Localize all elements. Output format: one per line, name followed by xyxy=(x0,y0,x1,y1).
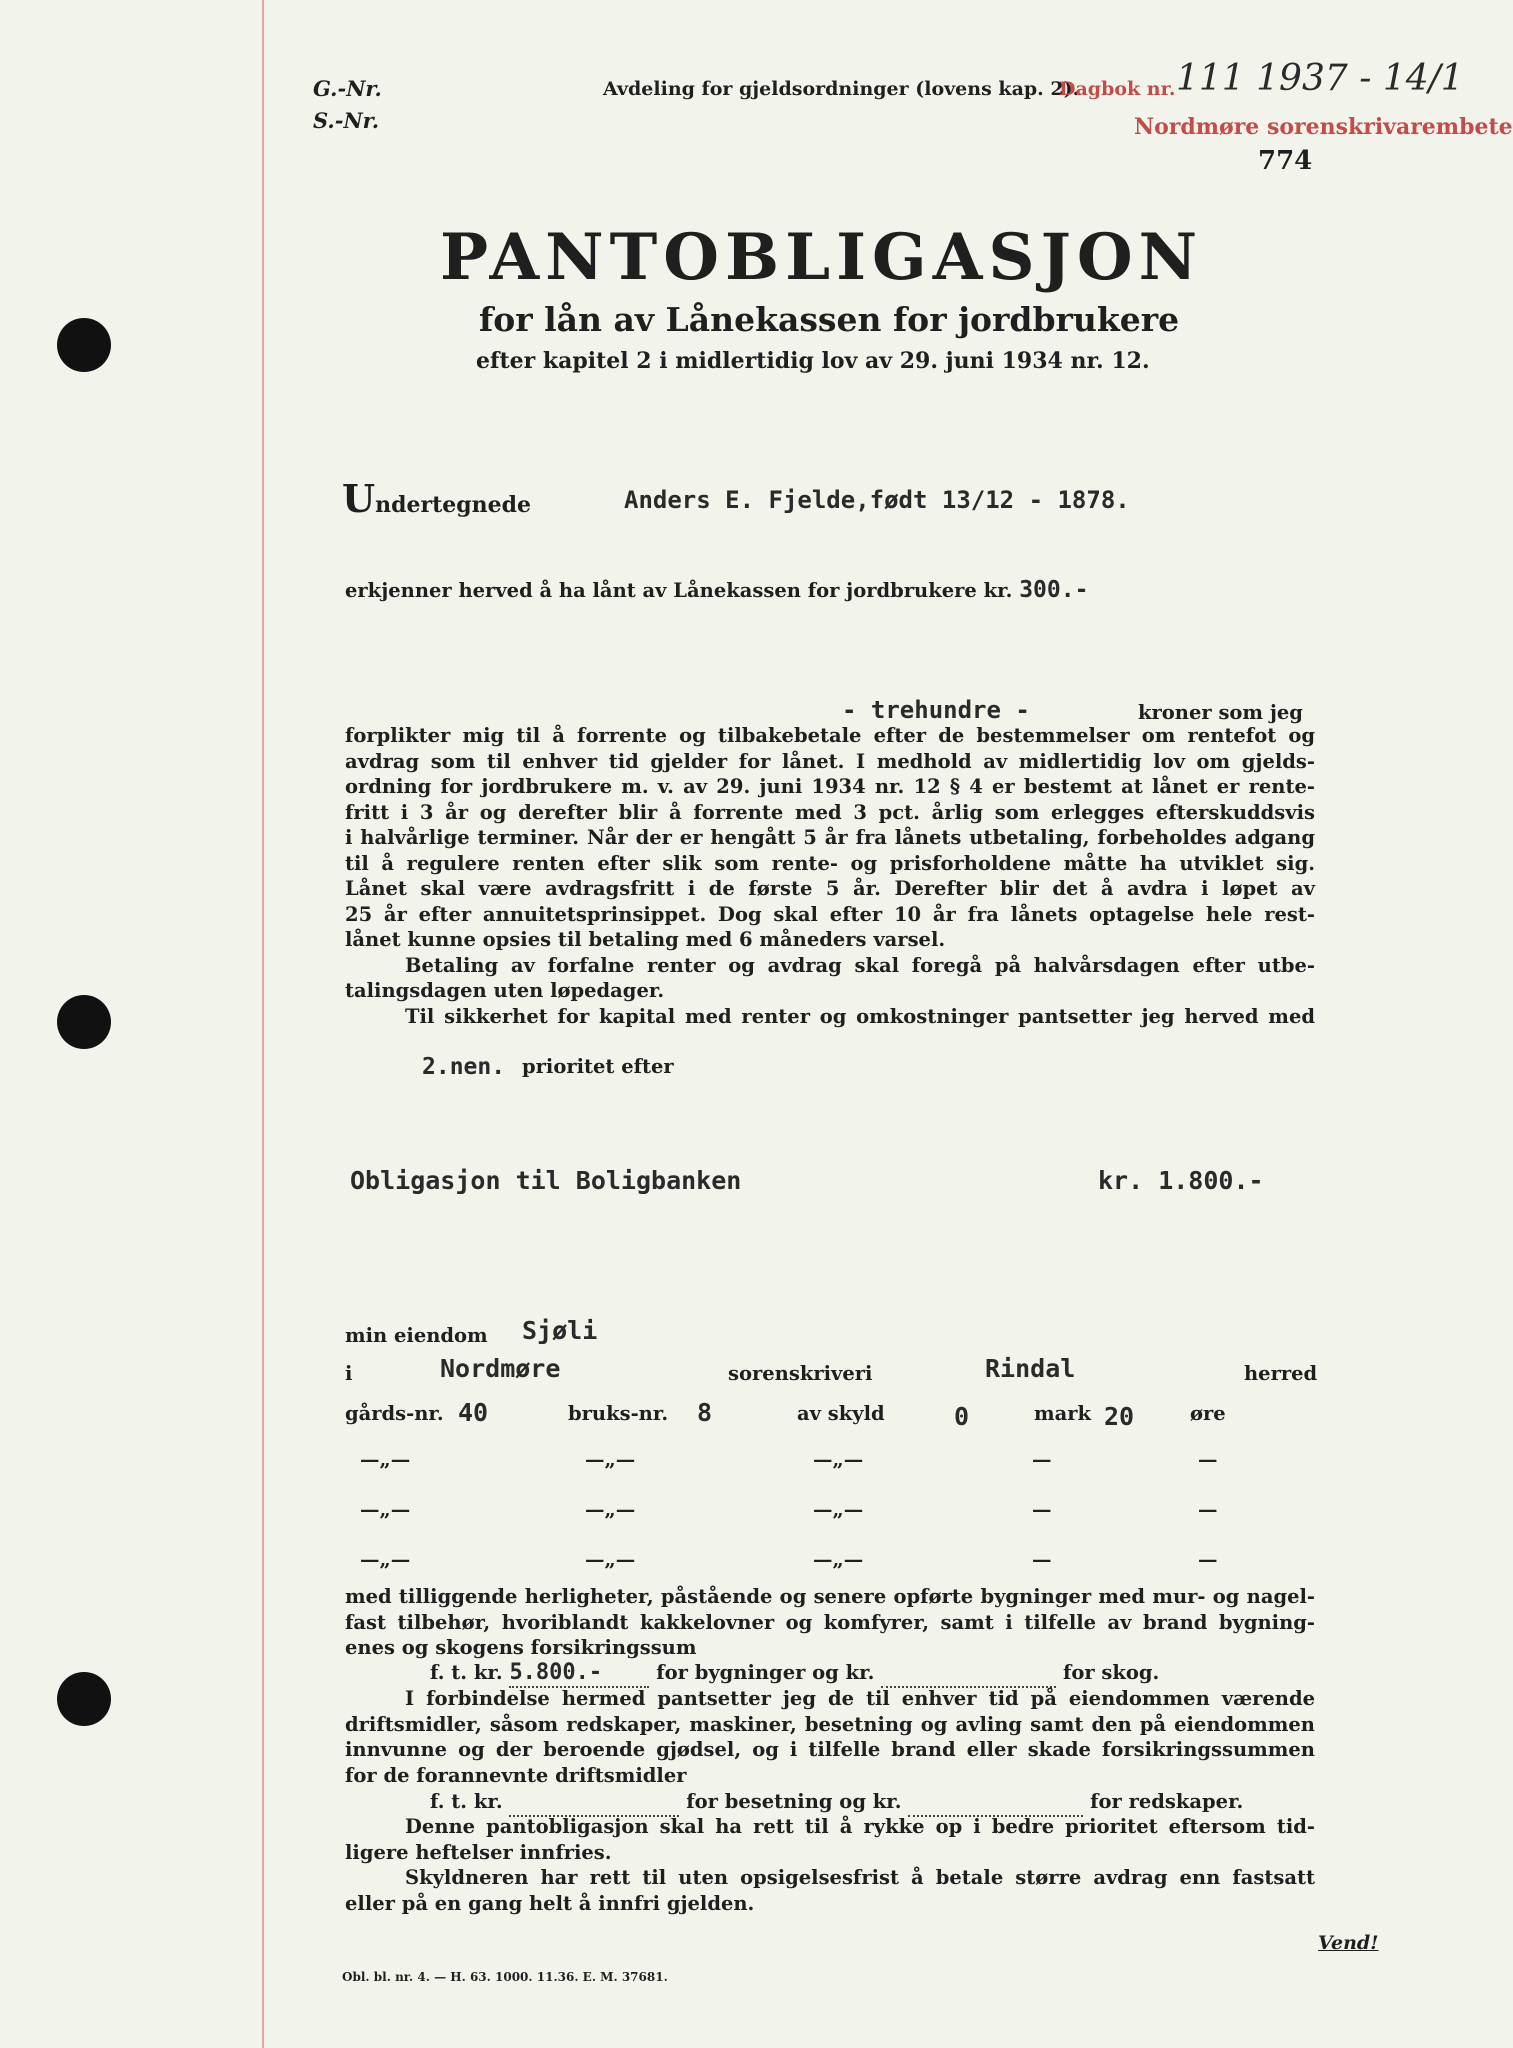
ditto-mark: —„— xyxy=(585,1448,636,1471)
dropcap: U xyxy=(342,476,376,521)
mark-value: 20 xyxy=(1104,1402,1135,1431)
fire-sum-suffix: for skog. xyxy=(1062,1661,1160,1684)
ditto-mark: — xyxy=(1032,1498,1052,1521)
legal-reference: efter kapitel 2 i midlertidig lov av 29. juni 1934 nr. 12. xyxy=(476,348,1150,374)
fire-sum-mid: for bygninger og kr. xyxy=(656,1661,875,1684)
punch-hole xyxy=(57,1672,111,1726)
bruksnr-label: bruks-nr. xyxy=(568,1402,669,1425)
prior-obligation-amount: kr. 1.800.- xyxy=(1098,1166,1264,1195)
driftsmidler-line: innvunne og der beroende gjødsel, og i tilfelle brand eller skade forsikringssummen xyxy=(345,1738,1315,1761)
terms-line: til å regulere renten efter slik som rente- og prisforholdene måtte ha utviklet sig. xyxy=(345,851,1315,875)
priority-label: prioritet efter xyxy=(522,1055,674,1078)
loan-amount: 300.- xyxy=(1019,577,1089,603)
terms-line: avdrag som til enhver tid gjelder for lånet. I medhold av midlertidig lov om gjelds- xyxy=(345,749,1315,773)
prioritet-line: Denne pantobligasjon skal ha rett til å rykke op i bedre prioritet eftersom tid- xyxy=(405,1815,1315,1838)
terms-line: i halvårlige terminer. Når der er hengått 5 år fra lånets utbetaling, forbeholdes adgang xyxy=(345,826,1315,849)
ditto-mark: —„— xyxy=(360,1498,411,1521)
terms-line: lånet kunne opsies til betaling med 6 måneders varsel. xyxy=(345,928,946,951)
gardsnr-label: gårds-nr. xyxy=(345,1402,444,1425)
margin-line xyxy=(262,0,264,2048)
property-name: Sjøli xyxy=(522,1316,598,1345)
ditto-mark: — xyxy=(1198,1548,1218,1571)
drift-sum-suffix: for redskaper. xyxy=(1090,1790,1244,1813)
herligheter-line: fast tilbehør, hvoriblandt kakkelovner og komfyrer, samt i tilfelle av brand bygning- xyxy=(345,1610,1315,1634)
document-title: PANTOBLIGASJON xyxy=(440,220,1204,295)
terms-line: ordning for jordbrukere m. v. av 29. juni 1934 nr. 12 § 4 er bestemt at lånet er rente- xyxy=(345,775,1315,798)
ore-label: øre xyxy=(1190,1402,1226,1425)
drift-sum-line xyxy=(430,1789,1243,1817)
terms-line: Lånet skal være avdragsfritt i de første 5 år. Derefter blir det å avdra i løpet av xyxy=(345,877,1315,900)
skyldneren-line: eller på en gang helt å innfri gjelden. xyxy=(345,1891,755,1915)
g-nr-label: G.-Nr. xyxy=(313,76,382,101)
ditto-mark: —„— xyxy=(360,1448,411,1471)
sorenskriveri-label: sorenskriveri xyxy=(728,1362,873,1385)
ditto-mark: —„— xyxy=(813,1448,864,1471)
ditto-mark: —„— xyxy=(813,1498,864,1521)
dagbok-label: Dagbok nr. xyxy=(1059,78,1176,100)
terms-paragraph xyxy=(345,723,1315,1029)
amount-in-words: - trehundre - xyxy=(842,696,1030,724)
amount-words-tail: kroner som jeg xyxy=(1138,701,1303,724)
herred-name: Rindal xyxy=(985,1354,1076,1383)
undertegnede-label xyxy=(342,476,531,521)
ditto-mark: — xyxy=(1032,1448,1052,1471)
priority-number: 2.nen. xyxy=(422,1054,506,1080)
skyld-value: 0 xyxy=(954,1402,970,1431)
ditto-mark: —„— xyxy=(585,1548,636,1571)
dagbok-number: 111 1937 - 14/1 xyxy=(1176,58,1464,99)
herred-label: herred xyxy=(1244,1362,1318,1385)
ditto-mark: — xyxy=(1198,1498,1218,1521)
punch-hole xyxy=(57,995,111,1049)
prior-obligation: Obligasjon til Boligbanken xyxy=(350,1166,742,1195)
fire-sum-field xyxy=(509,1660,649,1688)
erkjenner-label: erkjenner herved å ha lånt av Lånekassen for jordbrukere kr. xyxy=(345,579,1013,602)
betaling-line: Betaling av forfalne renter og avdrag skal foregå på halvårsdagen efter utbe- xyxy=(405,953,1315,977)
district-name: Nordmøre xyxy=(440,1354,561,1383)
skyld-label: av skyld xyxy=(797,1402,885,1425)
driftsmidler-line: driftsmidler, såsom redskaper, maskiner, besetning og avling samt den på eiendommen xyxy=(345,1712,1315,1736)
skyldneren-line: Skyldneren har rett til uten opsigelsesfrist å betale større avdrag enn fastsatt xyxy=(405,1866,1315,1889)
document-subtitle: for lån av Lånekassen for jordbrukere xyxy=(479,300,1180,339)
closing-paragraphs xyxy=(345,1814,1315,1916)
punch-hole xyxy=(57,318,111,372)
gardsnr-value: 40 xyxy=(458,1398,489,1427)
herligheter-line: med tilliggende herligheter, påstående og senere opførte bygninger med mur- og nagel- xyxy=(345,1585,1315,1608)
sikkerhet-line: Til sikkerhet for kapital med renter og omkostninger pantsetter jeg herved med xyxy=(405,1004,1315,1028)
undertegnede-rest: ndertegnede xyxy=(375,492,532,518)
ditto-mark: —„— xyxy=(360,1548,411,1571)
department-label: Avdeling for gjeldsordninger (lovens kap. 2). xyxy=(603,78,1080,100)
terms-line: fritt i 3 år og derefter blir å forrente med 3 pct. årlig som erlegges efterskuddsvis xyxy=(345,800,1315,824)
fire-sum-prefix: f. t. kr. xyxy=(430,1661,503,1684)
eiendom-label: min eiendom xyxy=(345,1324,488,1347)
borrower-name: Anders E. Fjelde,født 13/12 - 1878. xyxy=(624,486,1130,514)
turn-over-note: Vend! xyxy=(1318,1932,1379,1954)
drift-sum-mid: for besetning og kr. xyxy=(686,1790,902,1813)
s-nr-label: S.-Nr. xyxy=(313,108,380,133)
driftsmidler-line: for de forannevnte driftsmidler xyxy=(345,1763,687,1787)
ditto-mark: —„— xyxy=(813,1548,864,1571)
erkjenner-line xyxy=(345,578,1088,604)
form-footer: Obl. bl. nr. 4. — H. 63. 1000. 11.36. E. M. 37681. xyxy=(342,1970,668,1984)
ditto-mark: — xyxy=(1198,1448,1218,1471)
besetning-field xyxy=(509,1789,679,1817)
redskaper-field xyxy=(908,1789,1083,1817)
forest-sum-field xyxy=(881,1660,1056,1688)
herligheter-line: enes og skogens forsikringssum xyxy=(345,1636,697,1659)
bruksnr-value: 8 xyxy=(697,1398,713,1427)
drift-sum-prefix: f. t. kr. xyxy=(430,1790,503,1813)
terms-line: forplikter mig til å forrente og tilbakebetale efter de bestemmelser om rentefot og xyxy=(345,724,1315,747)
terms-line: 25 år efter annuitetsprinsippet. Dog skal efter 10 år fra lånets optagelse hele rest- xyxy=(345,902,1315,926)
betaling-line: talingsdagen uten løpedager. xyxy=(345,979,665,1002)
ditto-mark: — xyxy=(1032,1548,1052,1571)
driftsmidler-paragraph xyxy=(345,1686,1315,1788)
i-label: i xyxy=(345,1362,353,1385)
fire-sum-line xyxy=(430,1660,1159,1688)
fire-sum-amount: 5.800.- xyxy=(509,1660,603,1685)
mark-label: mark xyxy=(1034,1402,1092,1425)
driftsmidler-line: I forbindelse hermed pantsetter jeg de til enhver tid på eiendommen værende xyxy=(405,1687,1315,1710)
office-stamp: Nordmøre sorenskrivarembete xyxy=(1134,114,1513,140)
herligheter-paragraph xyxy=(345,1584,1315,1661)
ditto-mark: —„— xyxy=(585,1498,636,1521)
prioritet-line: ligere heftelser innfries. xyxy=(345,1840,612,1864)
page-number: 774 xyxy=(1258,146,1313,176)
